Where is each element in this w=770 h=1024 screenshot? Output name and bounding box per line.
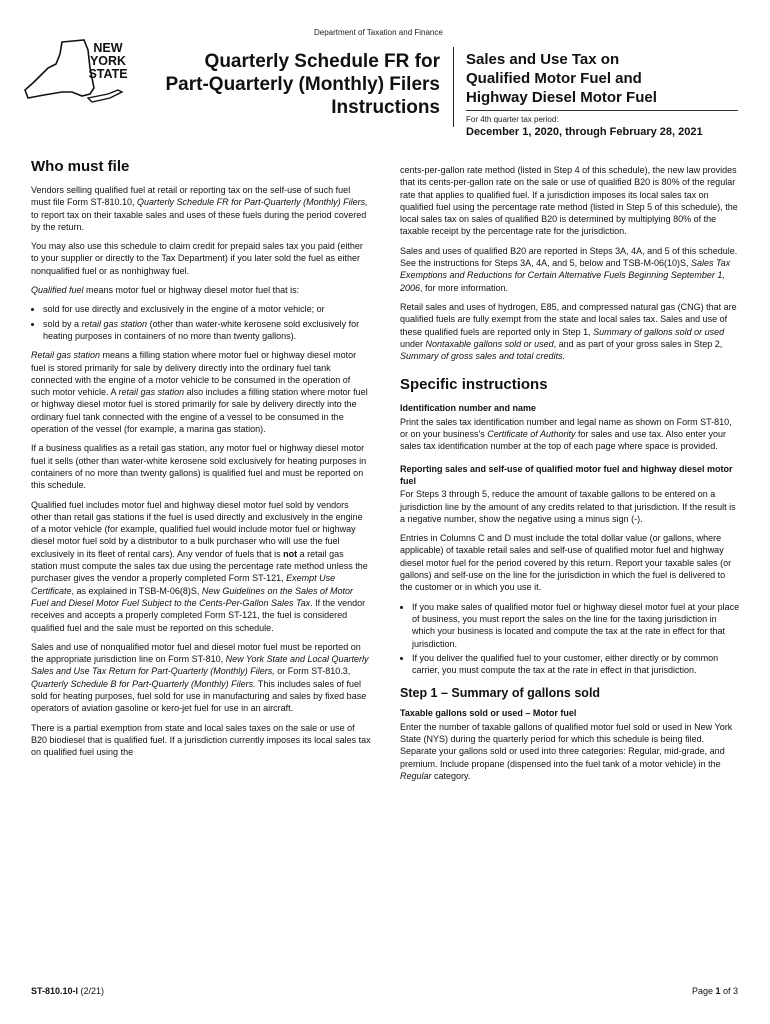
list-item: • If you make sales of qualified motor fuel or highway diesel motor fuel at your place of business, you must report the sales on the line for the taxing jurisdiction in which your business is located and compute the tax at the rate in effect for that jurisdiction. [412,601,740,650]
title-line: Quarterly Schedule FR for [204,51,440,72]
subtitle-line: Highway Diesel Motor Fuel [466,89,657,106]
tax-subject-title [466,50,756,107]
list-item: • If you deliver the qualified fuel to your customer, either directly or by common carrier, you must compute the tax at the rate in effect in that jurisdiction. [412,652,740,677]
form-identifier: ST-810.10-I (2/21) [31,986,105,996]
logo-text-line: NEW [93,41,123,55]
list-item: • sold by a retail gas station (other than water-white kerosene sold exclusively for heating purposes in containers of no more than twenty gallons). [43,318,371,343]
bullet-list [400,601,740,677]
paragraph: Sales and uses of qualified B20 are reported in Steps 3A, 4A, and 5 of this schedule. See the instructions for Steps 3A, 4A, and 5, below and TSB-M-06(10)S, Sales Tax Exemptions and Reductions for Certain Alternative Fuels Beginning September 1, 2006, for more information. [400,245,738,293]
paragraph: Enter the number of taxable gallons of qualified motor fuel sold or used in New York State (NYS) during the quarterly period for which this schedule is being filed. Separate your gallons sold or used into three categories: Regular, mid-grade, and premium. Include propane (dispensed into the fuel tank of a motor vehicle) in the Regular category. [400,721,733,781]
list-item: • sold for use directly and exclusively in the engine of a motor vehicle; or [43,303,371,315]
logo-text-line: STATE [88,67,128,81]
paragraph: You may also use this schedule to claim credit for prepaid sales tax you paid (either to your supplier or directly to the Tax Department) if you later sold the fuel as either nonqualified fuel or as nonhighway fuel. [31,241,363,276]
tax-period-label: For 4th quarter tax period: [466,115,559,124]
state-outline-icon [25,40,94,98]
bullet-list [31,303,371,342]
paragraph: Entries in Columns C and D must include the total dollar value (or gallons, where applicable) of taxable retail sales and self-use of qualified motor fuel and highway diesel motor fuel for the period covered by this return. Report your taxable sales (or gallons) and self-use on the line for the jurisdiction in which the fuel is delivered to the customer or in which you use it. [400,533,732,593]
section-heading-who-must-file: Who must file [31,158,130,175]
paragraph: Retail gas station means a filling station where motor fuel or highway diesel motor fuel is stored primarily for sale by delivery directly into the ordinary fuel tank connected with the engine of a motor vehicle to be consumed in the operation of such motor vehicle. A retail gas station also includes a filling station where motor fuel or highway diesel motor fuel is stored primarily for sale by delivery directly into the ordinary fuel tank connected with the engine of a vessel to be consumed in the operation of the vessel (for example, a marina gas station). [31,350,368,435]
paragraph: Qualified fuel means motor fuel or highway diesel motor fuel that is: [31,285,300,296]
paragraph: If a business qualifies as a retail gas station, any motor fuel or highway diesel motor fuel it sells (other than water-white kerosene sold exclusively for heating purposes in containers of no more than twenty gallons) is qualified fuel and must be reported on this schedule. [31,443,367,491]
paragraph: cents-per-gallon rate method (listed in Step 4 of this schedule), the new law provides that its cents-per-gallon rate on the sale or use of qualified B20 is 80% of the regular rate that applies to qualified fuel. If a jurisdiction imposes its local sales tax on qualified fuel using the percentage rate method (listed in Step 5 of this schedule), the local sales tax on sales of qualified B20 is determined by multiplying 80% of the taxable receipt by the percentage rate for the jurisdiction. [400,165,738,237]
page-number: Page 1 of 3 [691,986,738,996]
title-line: Instructions [331,97,440,118]
paragraph: Sales and use of nonqualified motor fuel and diesel motor fuel must be reported on the appropriate jurisdiction line on Form ST-810, New York State and Local Quarterly Sales and Use Tax Return for Part-Quarterly (Monthly) Filers, or Form ST-810.3, Quarterly Schedule B for Part-Quarterly (Monthly) Filers. This includes sales of fuel sold for heating purposes, fuel sold for use in manufacturing and sales by fixed base operators of aviation gasoline or kero-jet fuel for use in an aircraft. [31,641,369,714]
subheading-reporting: Reporting sales and self-use of qualified motor fuel and highway diesel motor fuel [400,463,733,486]
logo-text-line: YORK [89,54,127,68]
right-column [400,164,740,789]
new-york-state-logo [22,38,134,108]
section-heading-specific-instructions: Specific instructions [400,376,548,394]
title-line: Part-Quarterly (Monthly) Filers [165,74,440,95]
paragraph: Vendors selling qualified fuel at retail or reporting tax on the self-use of such fuel must file Form ST-810.10, Quarterly Schedule FR for Part-Quarterly (Monthly) Filers, to report tax on their taxable sales and uses of these fuels during the period covered by the return. [31,185,368,232]
subtitle-line: Qualified Motor Fuel and [466,70,642,87]
department-name: Department of Taxation and Finance [314,28,443,37]
tax-period: December 1, 2020, through February 28, 2021 [466,126,703,138]
paragraph: Qualified fuel includes motor fuel and highway diesel motor fuel sold by vendors other than retail gas stations if the fuel is used directly and exclusively in the engine of a motor vehicle (for example, qualified fuel would include motor fuel or highway diesel motor fuel sold by a distributor to a bulk purchaser who will use the fuel exclusively in its fleet of rental cars). Any vendor of fuels that is not a retail gas station must compute the sales tax due using the percentage rate method unless the purchaser gives the vendor a properly completed Form ST-121, Exempt Use Certificate, as explained in TSB-M-06(8)S, New Guidelines on the Sales of Motor Fuel and Diesel Motor Fuel Subject to the Cents-Per-Gallon Sales Tax. If the vendor receives and accepts a properly completed Form ST-121, the fuel is considered qualified fuel and the sale must be reported on this schedule. [31,499,368,633]
header-divider [453,47,454,127]
step-1-heading: Step 1 – Summary of gallons sold [400,686,601,701]
paragraph: Retail sales and uses of hydrogen, E85, and compressed natural gas (CNG) that are qualified fuels are fully exempt from the state and local sales tax. Sales and use of these qualified fuels are reported only in Step 1, Summary of gallons sold or used under Nontaxable gallons sold or used, and as part of your gross sales in Step 2, Summary of gross sales and total credits. [400,301,737,362]
paragraph: Print the sales tax identification number and legal name as shown on Form ST-810, or on your business's Certificate of Authority for sales and use tax. Also enter your sales tax identification number at the top of each page where space is provided. [400,416,732,452]
page-title [138,50,440,119]
paragraph: There is a partial exemption from state and local sales taxes on the sale or use of B20 biodiesel that is qualified fuel. If a jurisdiction currently imposes its local sales tax on qualified fuel using the [31,722,371,758]
left-column [31,158,371,765]
paragraph: For Steps 3 through 5, reduce the amount of taxable gallons to be entered on a jurisdiction line by the amount of any credits related to that jurisdiction. If the result is a negative number, show the negative using a minus sign (-). [400,489,736,524]
subheading-identification: Identification number and name [400,403,537,414]
subtitle-rule [466,110,738,111]
subtitle-line: Sales and Use Tax on [466,51,620,68]
subheading-taxable-gallons: Taxable gallons sold or used – Motor fuel [400,708,577,719]
